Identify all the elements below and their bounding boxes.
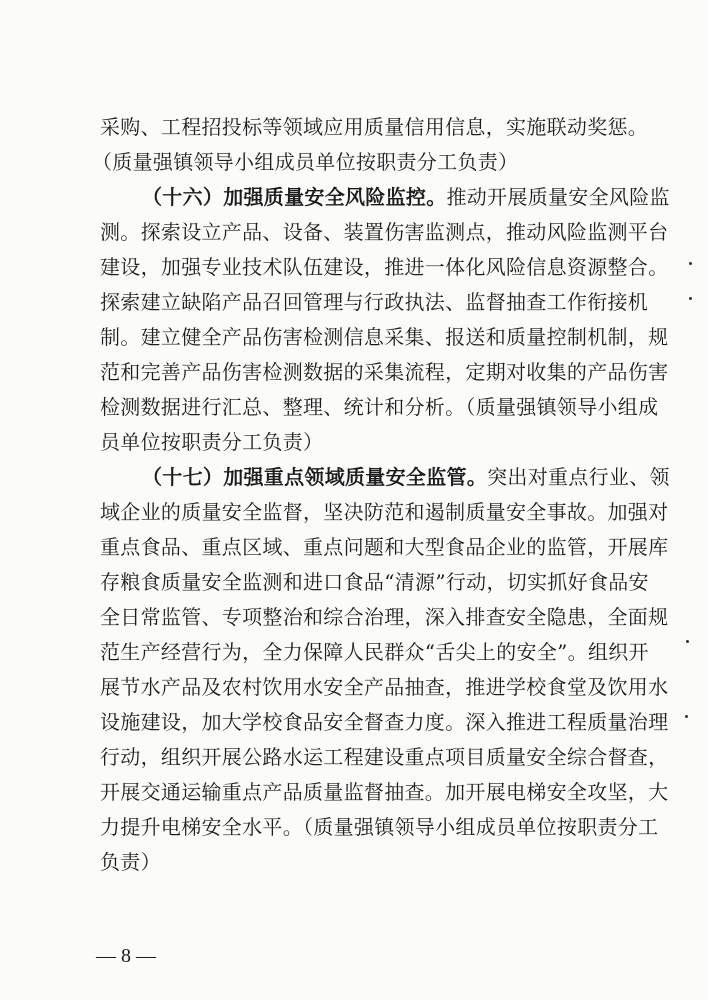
text-line: 制。建立健全产品伤害检测信息采集、报送和质量控制机制，规 <box>100 325 669 349</box>
text-line: 展节水产品及农村饮用水安全产品抽查，推进学校食堂及饮用水 <box>100 675 669 699</box>
scan-speck <box>686 640 689 643</box>
text-line: 域企业的质量安全监督，坚决防范和遏制质量安全事故。加强对 <box>100 500 669 524</box>
paragraph-16-first-line <box>142 184 670 210</box>
text-line: （质量强镇领导小组成员单位按职责分工负责） <box>92 150 519 174</box>
section-16-heading: （十六）加强质量安全风险监控。 <box>142 185 447 209</box>
section-17-heading: （十七）加强重点领域质量安全监管。 <box>142 465 488 489</box>
text-line: 范和完善产品伤害检测数据的采集流程，定期对收集的产品伤害 <box>100 360 669 384</box>
text-line: 负责） <box>100 850 161 874</box>
text-line: 采购、工程招投标等领域应用质量信用信息，实施联动奖惩。 <box>100 115 649 139</box>
scan-speck <box>685 715 688 718</box>
text-line: 设施建设，加大学校食品安全督查力度。深入推进工程质量治理 <box>100 710 669 734</box>
text-line: 探索建立缺陷产品召回管理与行政执法、监督抽查工作衔接机 <box>100 290 649 314</box>
scan-speck <box>689 297 692 300</box>
text-line: 行动，组织开展公路水运工程建设重点项目质量安全综合督查， <box>100 745 669 769</box>
text-line: 测。探索设立产品、设备、装置伤害监测点，推动风险监测平台 <box>100 220 669 244</box>
text-line: 员单位按职责分工负责） <box>100 430 324 454</box>
text-line: 重点食品、重点区域、重点问题和大型食品企业的监管，开展库 <box>100 535 669 559</box>
text-span: 推动开展质量安全风险监 <box>446 185 670 209</box>
text-span: 突出对重点行业、领 <box>487 465 670 489</box>
text-line: 建设，加强专业技术队伍建设，推进一体化风险信息资源整合。 <box>100 255 669 279</box>
text-line: 力提升电梯安全水平。（质量强镇领导小组成员单位按职责分工 <box>100 815 659 839</box>
text-line: 全日常监管、专项整治和综合治理，深入排查安全隐患，全面规 <box>100 605 669 629</box>
paragraph-17-first-line <box>142 464 670 490</box>
scan-speck <box>689 262 692 265</box>
text-line: 范生产经营行为，全力保障人民群众“舌尖上的安全”。组织开 <box>100 640 649 664</box>
page-number: — 8 — <box>96 945 156 967</box>
text-line: 存粮食质量安全监测和进口食品“清源”行动，切实抓好食品安 <box>100 570 649 594</box>
text-line: 开展交通运输重点产品质量监督抽查。加开展电梯安全攻坚，大 <box>100 780 669 804</box>
text-line: 检测数据进行汇总、整理、统计和分析。（质量强镇领导小组成 <box>100 395 659 419</box>
